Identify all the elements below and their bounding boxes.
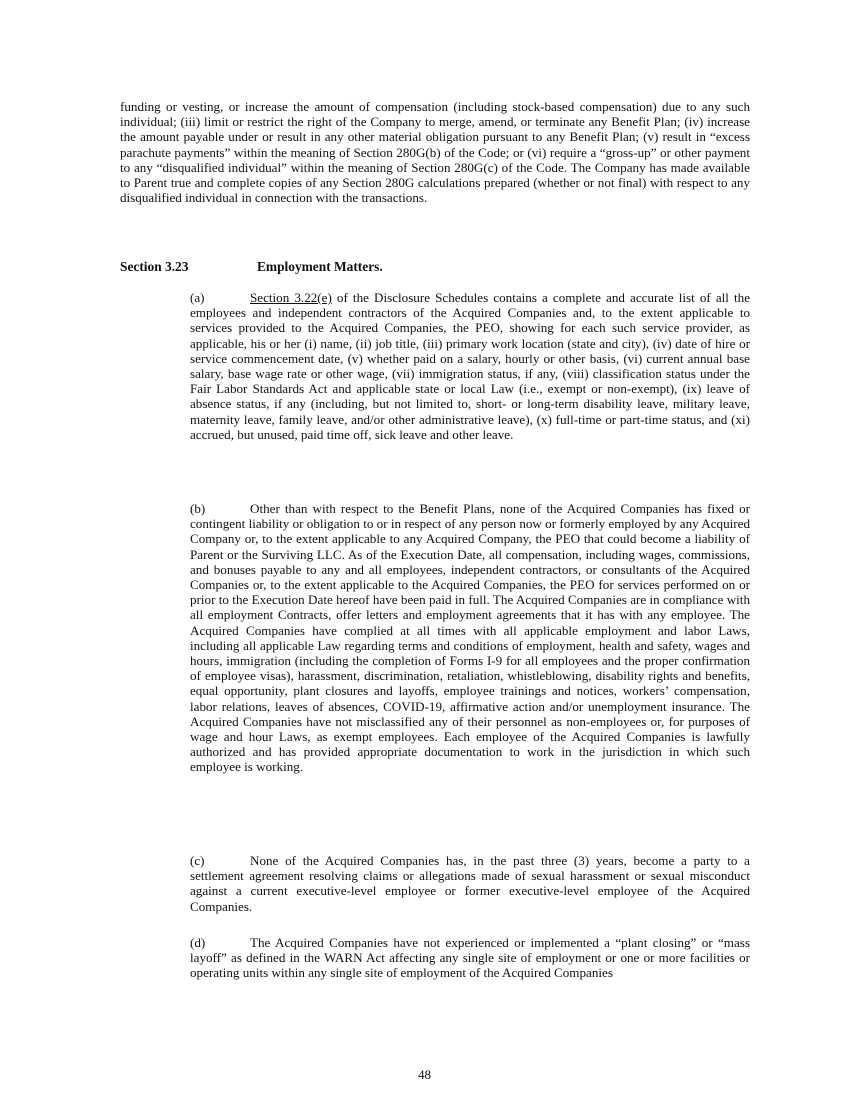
paragraph-intro-text: funding or vesting, or increase the amount of compensation (including stock-based compensation) due to any such individual; (iii) limit or restrict the right of the Company to merge, amend, or terminate any Benefit Plan; (iv) increase the amount payable under or result in any other material obligation pursuant to any Benefit Plan; (v) result in “excess parachute payments” within the meaning of Section 280G(b) of the Code; or (vi) require a “gross-up” or other payment to any “disqualified individual” within the meaning of Section 280G(c) of the Code. The Company has made available to Parent true and complete copies of any Section 280G calculations prepared (whether or not final) with respect to any disqualified individual in connection with the transactions. [120,99,750,206]
paragraph-a-text: of the Disclosure Schedules contains a complete and accurate list of all the employees and independent contractors of the Acquired Companies and, to the extent applicable to services provided to the Acquired Companies, the PEO, showing for each such service provider, as applicable, his or her (i) name, (ii) job title, (iii) primary work location (state and city), (iv) date of hire or service commencement date, (v) whether paid on a salary, hourly or other basis, (vi) current annual base salary, base wage rate or other wage, (vii) immigration status, if any, (viii) classification status under the Fair Labor Standards Act and applicable state or local Law (i.e., exempt or non-exempt), (ix) leave of absence status, if any (including, but not limited to, short- or long-term disability leave, military leave, maternity leave, family leave, and/or other administrative leave), (x) full-time or part-time status, and (xi) accrued, but unused, paid time off, sick leave and other leave. [190,290,751,442]
paragraph-b-label: (b) [190,501,206,516]
section-reference: Section 3.22(e) [250,290,332,305]
paragraph-c [120,853,750,914]
paragraph-d-label: (d) [190,935,206,950]
section-title: Employment Matters. [257,259,383,274]
paragraph-d-text: The Acquired Companies have not experienced or implemented a “plant closing” or “mass layoff” as defined in the WARN Act affecting any single site of employment or one or more facilities or operating units within any single site of employment of the Acquired Companies [190,935,750,981]
section-number: Section 3.23 [120,259,189,274]
paragraph-intro [120,99,750,205]
paragraph-c-text: None of the Acquired Companies has, in the past three (3) years, become a party to a settlement agreement resolving claims or allegations made of sexual harassment or sexual misconduct against a current executive-level employee or former executive-level employee of the Acquired Companies. [190,853,750,914]
paragraph-c-label: (c) [190,853,205,868]
paragraph-d [120,935,750,981]
paragraph-b [120,501,750,775]
paragraph-a [120,290,750,442]
page-number: 48 [417,1067,432,1082]
paragraph-b-text: Other than with respect to the Benefit Plans, none of the Acquired Companies has fixed or contingent liability or obligation to or in respect of any person now or formerly employed by any Acquired Company or, to the extent applicable to any Acquired Company, the PEO that could become a liability of Parent or the Surviving LLC. As of the Execution Date, all compensation, including wages, commissions, and bonuses payable to any and all employees, independent contractors, or consultants of the Acquired Companies or, to the extent applicable to the Acquired Companies, the PEO for services performed on or prior to the Execution Date hereof have been paid in full. The Acquired Companies are in compliance with all employment Contracts, offer letters and employment agreements that it has with any employee. The Acquired Companies have complied at all times with all applicable employment and labor Laws, including all applicable Law regarding terms and conditions of employment, health and safety, wages and hours, immigration (including the completion of Forms I-9 for all employees and the proper confirmation of employee visas), harassment, discrimination, retaliation, whistleblowing, disability rights and benefits, equal opportunity, plant closures and layoffs, employee trainings and notices, workers’ compensation, labor relations, leaves of absences, COVID-19, affirmative action and/or unemployment insurance. The Acquired Companies have not misclassified any of their personnel as non-employees or, for purposes of wage and hour Laws, as exempt employees. Each employee of the Acquired Companies is lawfully authorized and has provided appropriate documentation to work in the jurisdiction in which such employee is working. [190,501,750,775]
paragraph-a-label: (a) [190,290,205,305]
section-heading [120,259,750,275]
